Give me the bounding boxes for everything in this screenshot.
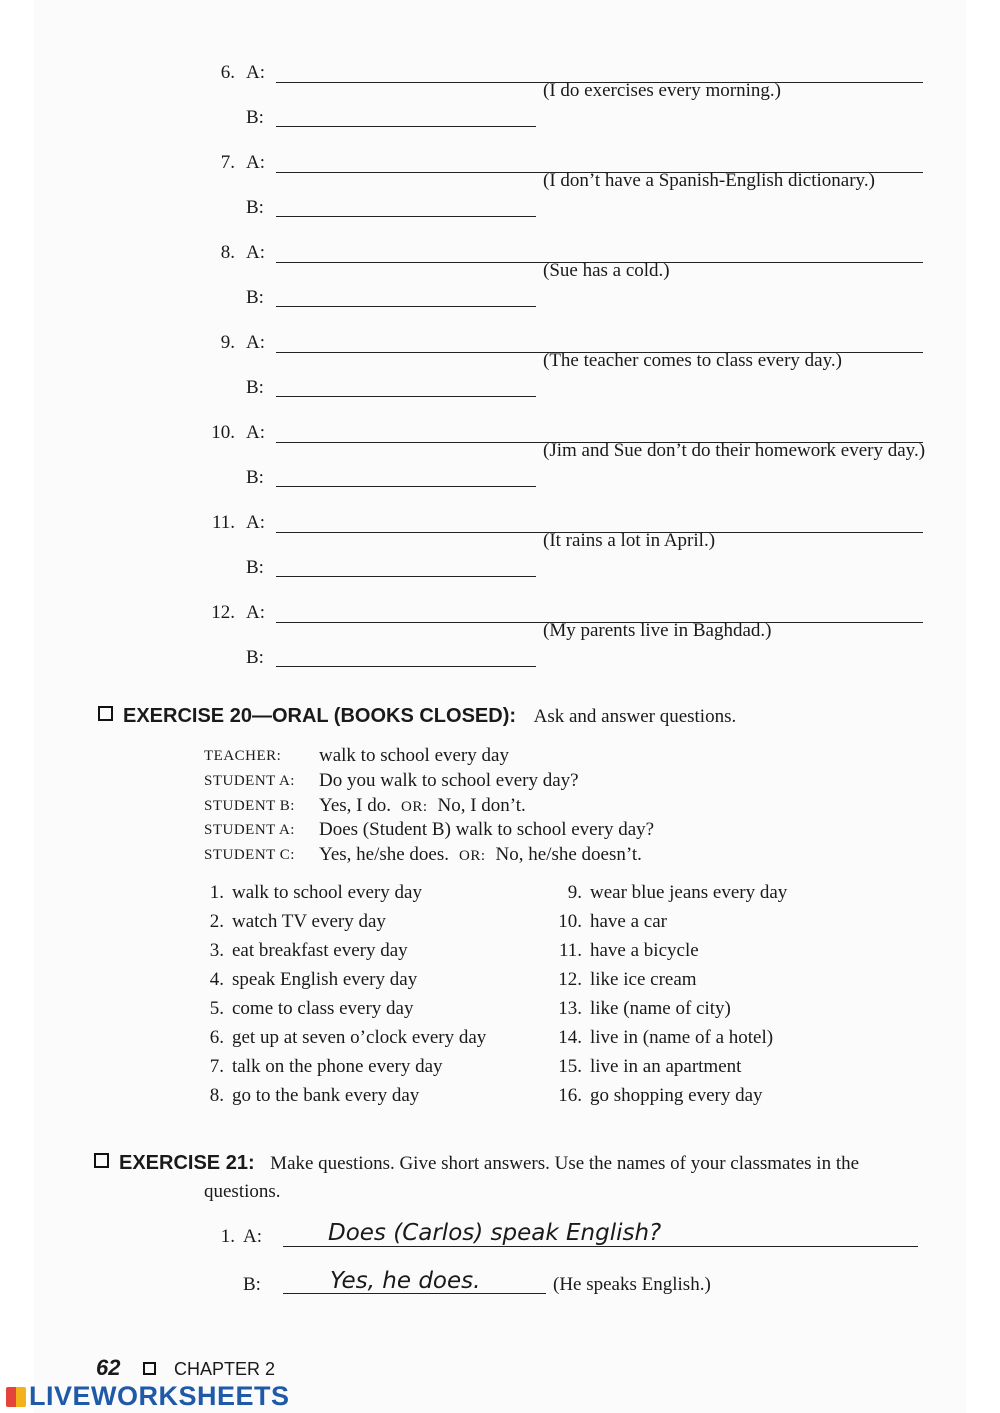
oral-list-item — [556, 882, 787, 904]
oral-list-item — [556, 998, 731, 1020]
oral-item-number: 5. — [209, 998, 224, 1019]
oral-item-number: 1. — [209, 882, 224, 903]
oral-item-text: eat breakfast every day — [232, 940, 408, 961]
exercise-20-heading — [98, 705, 736, 728]
oral-list-item — [556, 1085, 763, 1107]
item-number: 6. — [220, 62, 235, 83]
ex21-a-line — [283, 1246, 918, 1247]
exercise-21-title: EXERCISE 21: — [119, 1152, 255, 1174]
speaker-b-label: B: — [246, 647, 264, 668]
oral-list-item — [198, 882, 422, 904]
dialog-speaker: STUDENT C: — [204, 847, 295, 864]
ex21-item-number: 1. — [220, 1226, 235, 1247]
oral-item-number: 16. — [558, 1085, 582, 1106]
oral-list-item — [198, 998, 413, 1020]
dialog-line — [319, 844, 642, 866]
footer-square-icon — [143, 1362, 156, 1375]
oral-list-item — [556, 940, 699, 962]
answer-b-input[interactable] — [280, 462, 538, 488]
oral-list-item — [556, 1056, 741, 1078]
dialog-line — [319, 795, 526, 817]
oral-item-text: have a car — [590, 911, 667, 932]
oral-list-item — [556, 911, 667, 933]
speaker-a-label: A: — [246, 242, 265, 263]
speaker-a-label: A: — [246, 512, 265, 533]
speaker-b-label: B: — [246, 107, 264, 128]
oral-item-text: get up at seven o’clock every day — [232, 1027, 487, 1048]
dialog-or: OR: — [400, 798, 428, 815]
exercise-20-instruction: Ask and answer questions. — [533, 706, 737, 727]
item-number: 10. — [211, 422, 235, 443]
exercise-21-instruction-cont: questions. — [204, 1181, 281, 1202]
answer-hint: (It rains a lot in April.) — [543, 530, 716, 551]
oral-item-number: 4. — [209, 969, 224, 990]
speaker-a-label: A: — [246, 152, 265, 173]
oral-item-number: 9. — [567, 882, 582, 903]
answer-b-input[interactable] — [280, 192, 538, 218]
dialog-speaker: TEACHER: — [204, 748, 282, 764]
dialog-speaker: STUDENT A: — [204, 772, 295, 789]
answer-b-input[interactable] — [280, 282, 538, 308]
dialog-speaker: STUDENT B: — [204, 797, 295, 814]
oral-item-text: live in (name of a hotel) — [590, 1027, 774, 1048]
oral-item-number: 3. — [209, 940, 224, 961]
dialog-line — [319, 770, 579, 792]
oral-item-number: 11. — [558, 940, 582, 961]
dialog-text: Do you walk to school every day? — [319, 769, 579, 791]
answer-hint: (Sue has a cold.) — [543, 260, 670, 281]
dialog-text: Does (Student B) walk to school every day? — [319, 819, 655, 841]
speaker-a-label: A: — [246, 62, 265, 83]
item-number: 12. — [211, 602, 235, 623]
oral-list-item — [198, 1056, 443, 1078]
oral-item-text: watch TV every day — [232, 911, 386, 932]
dialog-alt: No, he/she doesn’t. — [495, 844, 642, 866]
brand-name: LIVEWORKSHEETS — [29, 1381, 290, 1411]
item-number: 7. — [220, 152, 235, 173]
answer-hint: (My parents live in Baghdad.) — [543, 620, 772, 641]
speaker-b-label: B: — [246, 197, 264, 218]
dialog-line — [319, 745, 509, 767]
oral-item-text: come to class every day — [232, 998, 414, 1019]
answer-hint: (The teacher comes to class every day.) — [543, 350, 842, 371]
dialog-or: OR: — [459, 848, 486, 865]
speaker-a-label: A: — [246, 422, 265, 443]
speaker-b-label: B: — [246, 467, 264, 488]
oral-item-text: like (name of city) — [590, 998, 731, 1019]
oral-list-item — [556, 1027, 773, 1049]
ex21-answer-a[interactable]: Does (Carlos) speak English? — [328, 1220, 662, 1246]
ex21-answer-b[interactable]: Yes, he does. — [330, 1268, 481, 1294]
oral-item-text: speak English every day — [232, 969, 418, 990]
liveworksheets-logo — [6, 1381, 290, 1412]
oral-item-text: go shopping every day — [590, 1085, 763, 1106]
oral-list-item — [198, 969, 417, 991]
dialog-text: Yes, he/she does. — [319, 844, 450, 866]
oral-item-text: have a bicycle — [590, 940, 699, 961]
oral-list-item — [198, 1085, 419, 1107]
checkbox-square-icon — [98, 706, 113, 721]
oral-item-number: 10. — [558, 911, 582, 932]
oral-item-text: walk to school every day — [232, 882, 422, 903]
speaker-b-label: B: — [246, 377, 264, 398]
oral-list-item — [198, 1027, 486, 1049]
oral-item-number: 7. — [209, 1056, 224, 1077]
answer-b-input[interactable] — [280, 102, 538, 128]
answer-hint: (I don’t have a Spanish-English dictionary.) — [543, 170, 875, 191]
item-number: 9. — [220, 332, 235, 353]
ex21-hint: (He speaks English.) — [553, 1274, 711, 1295]
dialog-text: walk to school every day — [319, 745, 509, 766]
answer-b-input[interactable] — [280, 372, 538, 398]
dialog-speaker: STUDENT A: — [204, 822, 295, 839]
oral-list-item — [556, 969, 697, 991]
answer-b-input[interactable] — [280, 552, 538, 578]
oral-item-number: 2. — [209, 911, 224, 932]
oral-item-number: 6. — [209, 1027, 224, 1048]
ex21-a-label: A: — [243, 1226, 262, 1247]
oral-item-number: 8. — [209, 1085, 224, 1106]
speaker-a-label: A: — [246, 332, 265, 353]
answer-b-input[interactable] — [280, 642, 538, 668]
speaker-b-label: B: — [246, 557, 264, 578]
dialog-line — [319, 819, 654, 841]
ex21-b-label: B: — [243, 1274, 261, 1295]
chapter-label: CHAPTER 2 — [174, 1359, 276, 1379]
oral-item-number: 13. — [558, 998, 582, 1019]
checkbox-square-icon — [94, 1153, 109, 1168]
oral-item-number: 12. — [558, 969, 582, 990]
oral-item-text: go to the bank every day — [232, 1085, 420, 1106]
exercise-21-heading — [94, 1152, 859, 1175]
exercise-20-title: EXERCISE 20—ORAL (BOOKS CLOSED): — [123, 705, 517, 727]
dialog-text: Yes, I do. — [319, 794, 391, 816]
item-number: 11. — [211, 512, 235, 533]
oral-list-item — [198, 911, 386, 933]
speaker-b-label: B: — [246, 287, 264, 308]
oral-item-text: like ice cream — [590, 969, 697, 990]
oral-item-text: wear blue jeans every day — [590, 882, 788, 903]
dialog-alt: No, I don’t. — [437, 794, 526, 816]
item-number: 8. — [220, 242, 235, 263]
oral-item-number: 14. — [558, 1027, 582, 1048]
speaker-a-label: A: — [246, 602, 265, 623]
oral-item-number: 15. — [558, 1056, 582, 1077]
liveworksheets-logo-icon — [6, 1387, 26, 1407]
oral-item-text: live in an apartment — [590, 1056, 742, 1077]
oral-item-text: talk on the phone every day — [232, 1056, 443, 1077]
oral-list-item — [198, 940, 408, 962]
page-number: 62 — [96, 1355, 121, 1380]
exercise-21-instruction: Make questions. Give short answers. Use the names of your classmates in the — [270, 1153, 860, 1174]
answer-hint: (I do exercises every morning.) — [543, 80, 781, 101]
answer-hint: (Jim and Sue don’t do their homework every day.) — [543, 440, 926, 461]
